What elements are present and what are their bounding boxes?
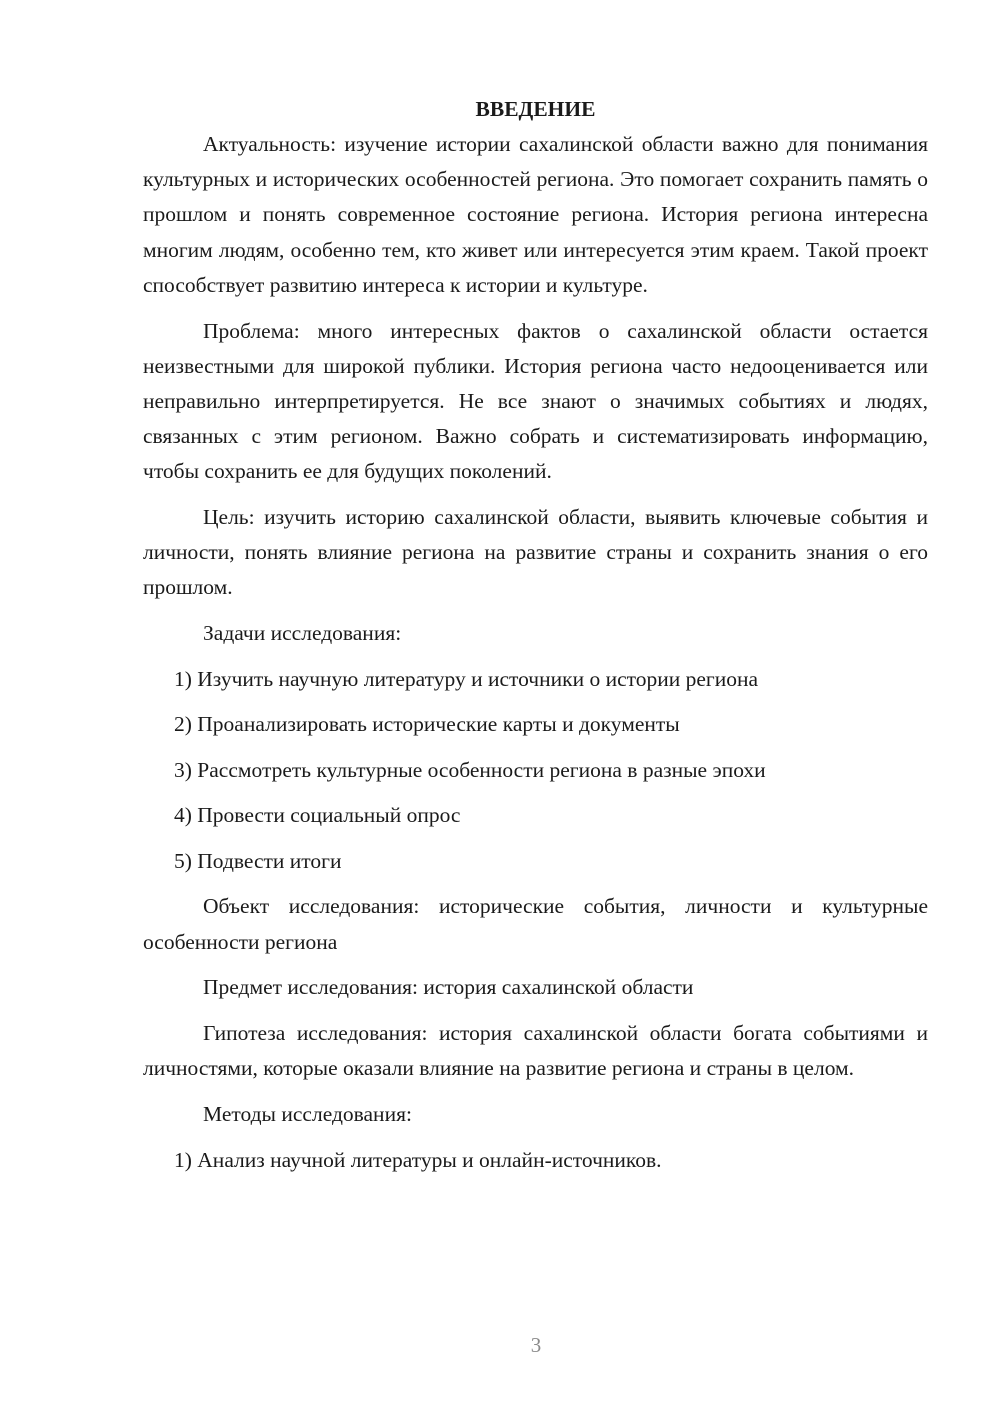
relevance-paragraph: Актуальность: изучение истории сахалинской области важно для понимания культурных и исторических особенностей региона. Это помогает сохранить память о прошлом и понять современное состояние региона. История региона интересна многим людям, особенно тем, кто живет или интересуется этим краем. Такой проект способствует развитию интереса к истории и культуре. (143, 132, 928, 297)
hypothesis-paragraph: Гипотеза исследования: история сахалинской области богата событиями и личностями, которые оказали влияние на развитие региона и страны в целом. (143, 1020, 928, 1081)
list-item: 5) Подвести итоги (174, 848, 342, 873)
tasks-list (143, 662, 928, 879)
section-heading: ВВЕДЕНИЕ (475, 97, 596, 121)
list-item: 2) Проанализировать исторические карты и документы (174, 712, 680, 737)
document-page (143, 92, 928, 1188)
list-item: 4) Провести социальный опрос (174, 803, 461, 828)
list-item: 1) Изучить научную литературу и источники о истории региона (174, 666, 759, 691)
tasks-title: Задачи исследования: (203, 621, 402, 646)
subject-paragraph: Предмет исследования: история сахалинской области (203, 975, 694, 1000)
problem-paragraph: Проблема: много интересных фактов о сахалинской области остается неизвестными для широкой публики. История региона часто недооценивается или неправильно интерпретируется. Не все знают о значимых событиях и людях, связанных с этим регионом. Важно собрать и систематизировать информацию, чтобы сохранить ее для будущих поколений. (143, 318, 928, 484)
methods-list (143, 1143, 928, 1178)
page-number: 3 (530, 1333, 542, 1357)
object-paragraph: Объект исследования: исторические события, личности и культурные особенности региона (143, 894, 928, 954)
list-item: 1) Анализ научной литературы и онлайн-источников. (174, 1147, 662, 1172)
goal-paragraph: Цель: изучить историю сахалинской области, выявить ключевые события и личности, понять влияние региона на развитие страны и сохранить знания о его прошлом. (143, 505, 928, 600)
list-item: 3) Рассмотреть культурные особенности региона в разные эпохи (174, 757, 766, 782)
methods-title: Методы исследования: (203, 1101, 412, 1126)
